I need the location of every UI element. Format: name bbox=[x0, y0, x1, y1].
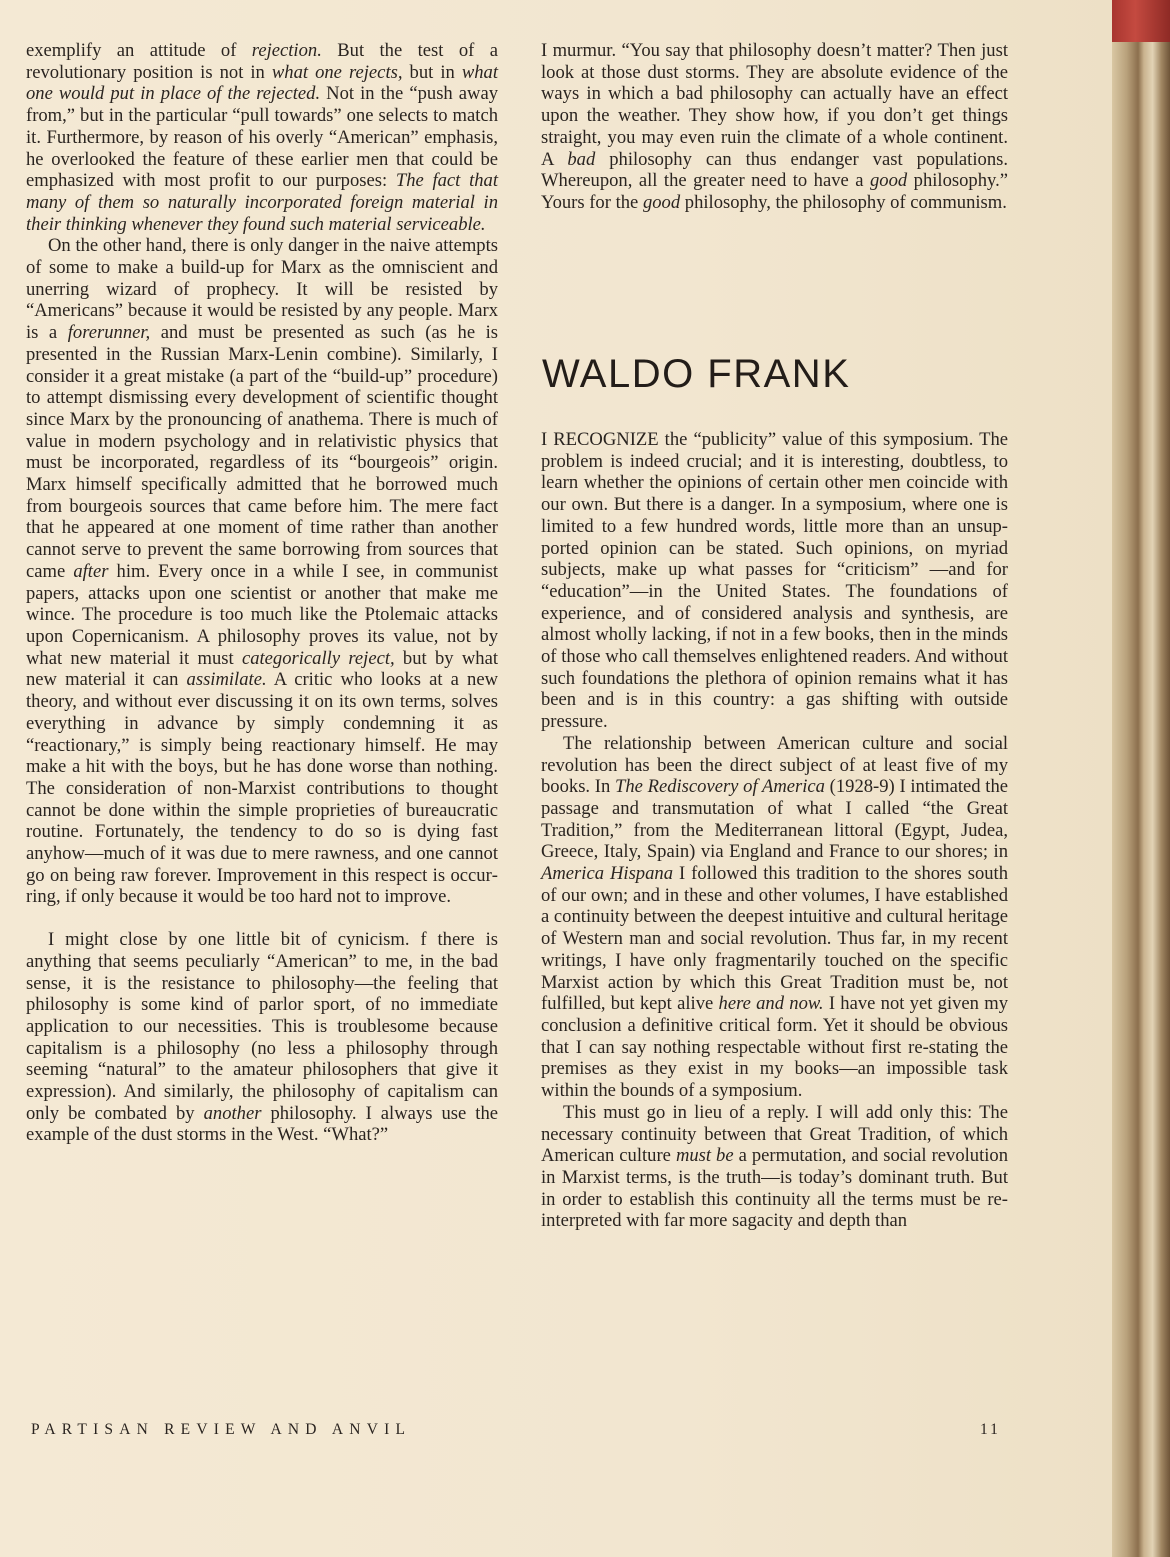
paragraph: I murmur. “You say that philosophy doesn’t matter? Then just look at those dust storms. They are absolute evidence of the ways in which a bad philosophy can actually have an effect upon the weather. They show how, if you don’t get things straight, you may even ruin the climate of a whole continent. A bad philosophy can thus endanger vast populations. Whereupon, all the greater need to have a good philosophy.” Yours for the good philosophy, the philosophy of communism. bbox=[541, 40, 1008, 213]
book-spine-top bbox=[1112, 0, 1170, 42]
paragraph: On the other hand, there is only danger in the naive attempts of some to make a build-up for Marx as the omniscient and unerring wizard of prophecy. It will be resisted by “Americans” because it would be resisted by any people. Marx is a forerunner, and must be presented as such (as he is presented in the Russian Marx-Lenin combine). Similarly, I consider it a great mistake (a part of the “build-up” procedure) to attempt dismissing every development of scientific thought since Marx by the pronouncing of anathema. There is much of value in modern psychology and in relativistic physics that must be incorporated, regardless of its “bourgeois” origin. Marx himself specifically admitted that he borrowed much from bourgeois sources that came before him. The mere fact that he appeared at one moment of time rather than another cannot serve to prevent the same borrowing from sources that came after him. Every once in a while I see, in communist papers, attacks upon one scientist or another that make me wince. The procedure is too much like the Ptolemaic attacks upon Copernicanism. A philosophy proves its value, not by what new material it must categorically reject, but by what new material it can assimilate. A critic who looks at a new theory, and without ever discussing it on its own terms, solves everything in advance by simply condemning it as “reactionary,” is simply being reactionary himself. He may make a hit with the boys, but he has done worse than nothing. The consideration of non-Marxist contributions to thought cannot be done within the simple proprieties of bureaucratic routine. Fortunately, the tendency to do so is dying fast anyhow—much of it was due to mere rawness, and one cannot go on being raw forever. Improvement in this respect is occurring, if only because it would be too hard not to improve. bbox=[26, 235, 499, 908]
left-column bbox=[26, 40, 498, 1146]
right-column-body bbox=[541, 429, 1008, 1232]
paragraph: I might close by one little bit of cynicism. f there is anything that seems peculiarly “American” to me, in the bad sense, it is the resistance to philosophy—the feeling that philosophy is some kind of parlor sport, of no immediate application to our necessities. This is troublesome because capitalism is a philosophy (no less a philosophy through seeming “natural” to the amateur philosophers that give it expression). And similarly, the philosophy of capitalism can only be combated by another philosophy. I always use the example of the dust storms in the West. “What?” bbox=[26, 929, 498, 1146]
paragraph: exemplify an attitude of rejection. But the test of a revolutionary position is not in what one rejects, but in what one would put in place of the rejected. Not in the “push away from,” but in the particular “pull towards” one selects to match it. Furthermore, by reason of his overly “American” emphasis, he overlooked the feature of these earlier men that could be emphasized with most profit to our purposes: The fact that many of them so naturally incorporated foreign material in their thinking whenever they found such material serviceable. bbox=[26, 40, 498, 235]
paragraph-gap bbox=[26, 908, 498, 929]
paragraph: This must go in lieu of a reply. I will add only this: The necessary continuity between that Great Tradition, of which American culture must be a permutation, and social revolution in Marxist terms, is the truth—is today’s dominant truth. But in order to establish this continuity all the terms must be reinterpreted with far more sagacity and depth than bbox=[541, 1101, 1009, 1232]
journal-footer: PARTISAN REVIEW AND ANVIL bbox=[31, 1421, 412, 1438]
paragraph: The relationship between American culture and social revolution has been the direct subject of at least five of my books. In The Rediscovery of America (1928-9) I intimated the passage and transmutation of what I called “the Great Tradition,” from the Mediterranean littoral (Egypt, Judea, Greece, Italy, Spain) via England and France to our shores; in America Hispana I followed this tradition to the shores south of our own; and in these and other volumes, I have established a continuity between the deepest intuitive and cultural heritage of Western man and social revolution. Thus far, in my recent writings, I have only fragmentarily touched on the specific Marxist action by which this Great Tradition must be, not fulfilled, but kept alive here and now. I have not yet given my conclusion a definitive critical form. Yet it should be obvious that I can say nothing respectable without first re-stating the premises as they exist in my books—an impossible task within the bounds of a symposium. bbox=[541, 732, 1008, 1102]
book-spine bbox=[1112, 0, 1170, 1557]
section-heading: WALDO FRANK bbox=[542, 352, 851, 396]
page-number: 11 bbox=[980, 1421, 1001, 1438]
right-column-top bbox=[541, 40, 1008, 214]
paragraph: I RECOGNIZE the “publicity” value of this symposium. The problem is indeed crucial; and it is interesting, doubtless, to learn whether the opinions of certain other men coincide with our own. But there is a danger. In a symposium, where one is limited to a few hundred words, little more than an unsupported opinion can be stated. Such opinions, on myriad subjects, make up what passes for “criticism” —and for “education”—in the United States. The foundations of experience, and of considered analysis and synthesis, are almost wholly lacking, if not in a few books, then in the minds of those who call themselves enlightened readers. And without such foundations the plethora of opinion remains what it has been and is in this country: a gas shifting with outside pressure. bbox=[541, 429, 1008, 733]
